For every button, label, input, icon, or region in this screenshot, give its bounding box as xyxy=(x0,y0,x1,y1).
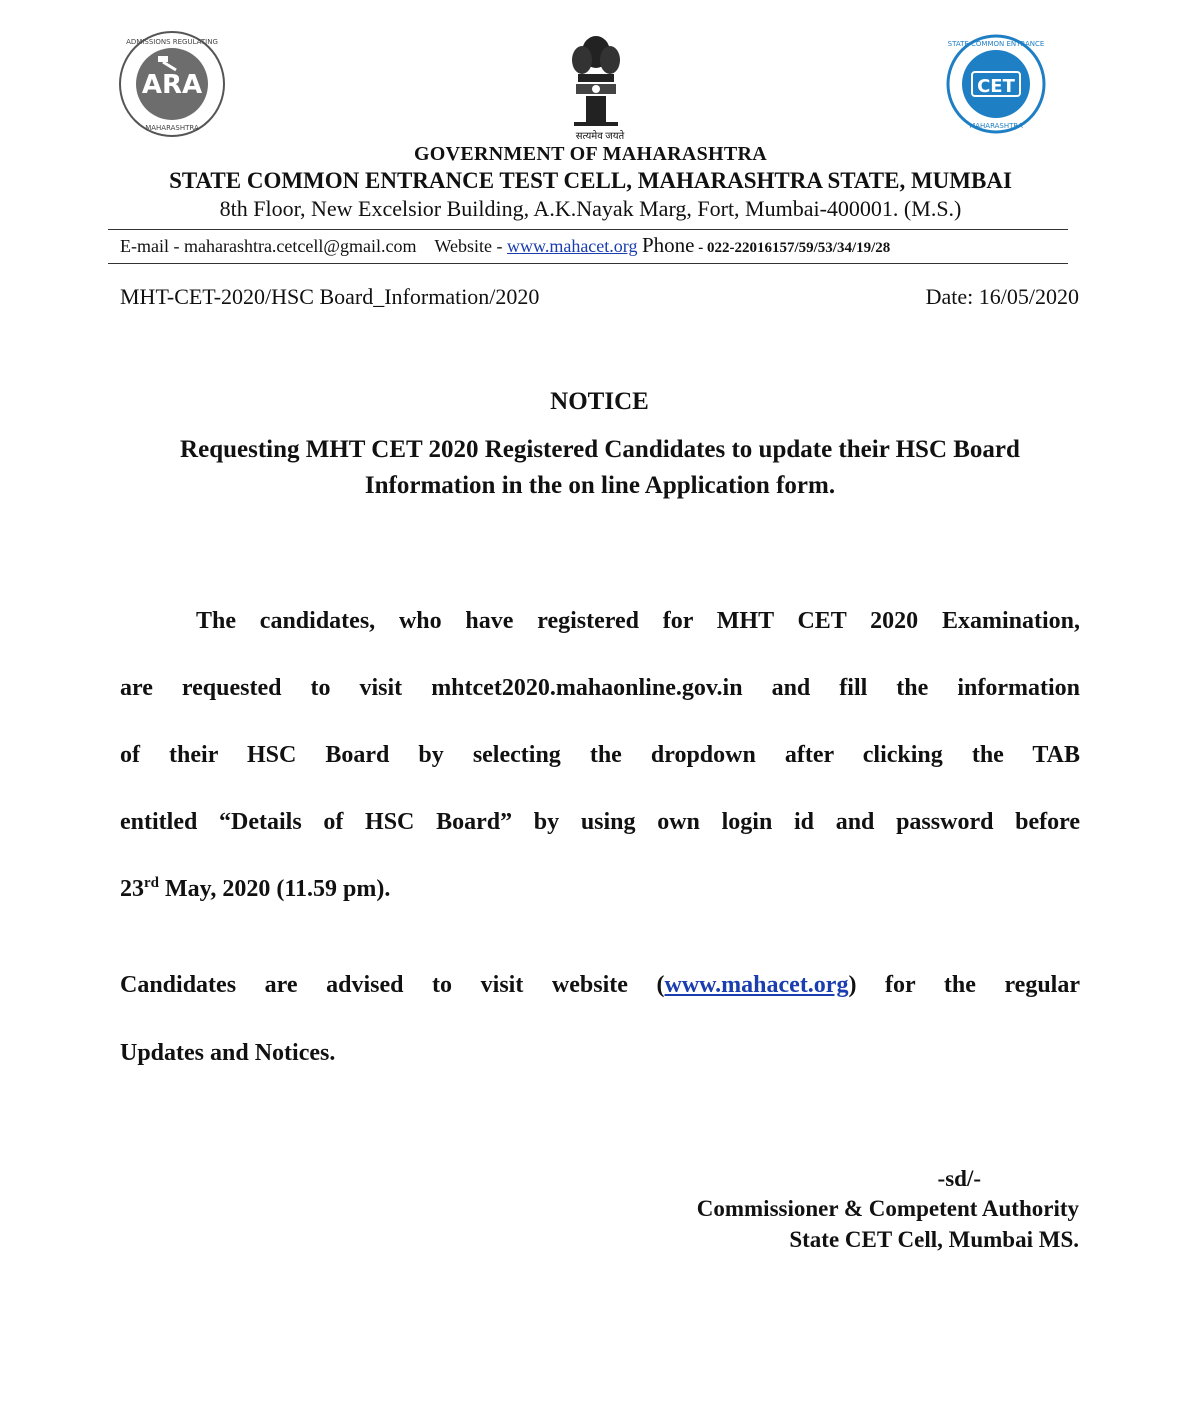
notice-subject: Requesting MHT CET 2020 Registered Candidates to update their HSC Board Information in the on line Application form. xyxy=(180,436,1020,499)
government-heading: GOVERNMENT OF MAHARASHTRA xyxy=(413,143,768,165)
phone-label: Phone xyxy=(641,233,695,257)
body-line-1: The candidates, who have registered for MHT CET 2020 Examination, xyxy=(196,608,1080,634)
website-link[interactable]: www.mahacet.org xyxy=(507,236,638,256)
notice-title: NOTICE xyxy=(550,388,649,415)
svg-text:ADMISSIONS REGULATING: ADMISSIONS REGULATING xyxy=(126,38,218,46)
reference-number: MHT-CET-2020/HSC Board_Information/2020 xyxy=(120,284,540,309)
emblem-motto: सत्यमेव जयते xyxy=(575,131,625,142)
header-divider-bottom xyxy=(108,263,1068,264)
deadline-suffix: rd xyxy=(144,875,159,891)
advice-line-2: Updates and Notices. xyxy=(120,1040,336,1066)
cet-logo xyxy=(942,34,1050,134)
signatory-office: State CET Cell, Mumbai MS. xyxy=(789,1227,1079,1252)
deadline-line xyxy=(120,876,1080,906)
advice-suffix: ) for the regular xyxy=(848,972,1081,998)
cell-name-heading: STATE COMMON ENTRANCE TEST CELL, MAHARASHTRA STATE, MUMBAI xyxy=(169,168,1012,193)
svg-text:STATE COMMON ENTRANCE: STATE COMMON ENTRANCE xyxy=(947,40,1045,48)
phone-number: - 022-22016157/59/53/34/19/28 xyxy=(694,240,891,256)
contact-line xyxy=(120,233,890,258)
signatory-title: Commissioner & Competent Authority xyxy=(696,1196,1079,1221)
ara-logo xyxy=(118,30,226,138)
svg-text:MAHARASHTRA: MAHARASHTRA xyxy=(145,124,199,132)
deadline-rest: May, 2020 (11.59 pm). xyxy=(159,876,391,902)
svg-text:CET: CET xyxy=(977,76,1015,97)
header-divider-top xyxy=(108,229,1068,230)
advice-line xyxy=(120,972,1080,1002)
state-emblem-icon xyxy=(566,30,626,130)
deadline-day: 23 xyxy=(120,876,144,902)
body-line-3: of their HSC Board by selecting the dropdown after clicking the TAB xyxy=(120,742,1080,768)
svg-text:MAHARASHTRA: MAHARASHTRA xyxy=(969,122,1023,130)
notice-date: Date: 16/05/2020 xyxy=(925,284,1079,309)
body-line-4: entitled “Details of HSC Board” by using own login id and password before xyxy=(120,809,1080,835)
email-address: maharashtra.cetcell@gmail.com xyxy=(183,236,417,256)
office-address: 8th Floor, New Excelsior Building, A.K.Nayak Marg, Fort, Mumbai-400001. (M.S.) xyxy=(219,196,962,221)
website-label: Website - xyxy=(434,236,507,256)
signature-sd: -sd/- xyxy=(937,1166,981,1191)
body-line-2: are requested to visit mhtcet2020.mahaonline.gov.in and fill the information xyxy=(120,675,1080,701)
advice-prefix: Candidates are advised to visit website ( xyxy=(120,972,665,998)
advice-website-link[interactable]: www.mahacet.org xyxy=(664,972,849,998)
email-label: E-mail - xyxy=(120,236,184,256)
svg-text:ARA: ARA xyxy=(141,70,203,100)
